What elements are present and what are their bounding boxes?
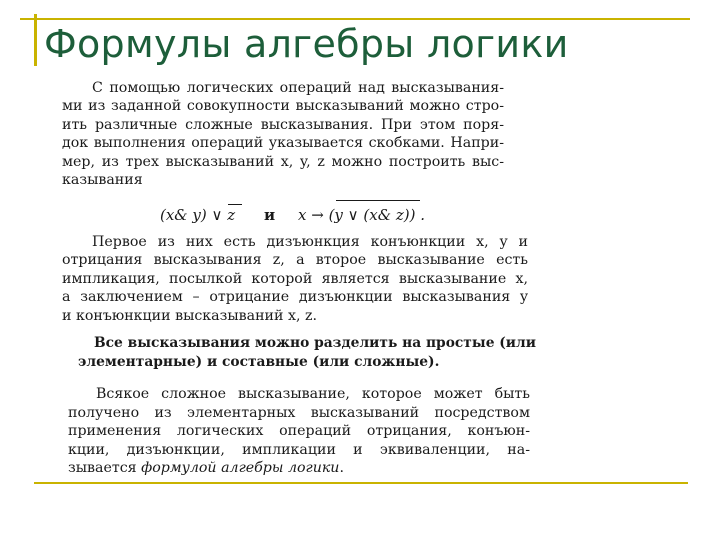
- text-line: ить различные сложные высказывания. При этом поря-: [62, 116, 504, 133]
- formula-conjunction: и: [264, 206, 276, 224]
- text-line: получено из элементарных высказываний посредством: [68, 404, 530, 421]
- text-line: импликация, посылкой которой является высказывание x,: [62, 270, 528, 287]
- definition-suffix: .: [339, 460, 344, 477]
- text-line: и конъюнкции высказываний x, z.: [62, 307, 317, 324]
- definition-prefix: зывается: [68, 460, 142, 477]
- left-accent-line: [34, 14, 37, 66]
- text-line: кции, дизъюнкции, импликации и эквиваленции, на-: [68, 441, 530, 458]
- negation-bar: [228, 204, 242, 205]
- bottom-accent-line: [34, 482, 688, 484]
- definition-paragraph: [68, 385, 530, 478]
- text-line: элементарные) и составные (или сложные).: [78, 354, 440, 370]
- text-line: С помощью логических операций над высказывания-: [92, 80, 504, 96]
- defined-term: формулой алгебры логики: [141, 460, 340, 477]
- explanation-paragraph: [62, 233, 528, 325]
- formula-example: [160, 204, 450, 234]
- text-line: Первое из них есть дизъюнкция конъюнкции x, y и: [92, 234, 528, 250]
- intro-paragraph: [62, 79, 504, 189]
- text-line: казывания: [62, 172, 143, 189]
- text-line: Все высказывания можно разделить на простые (или: [94, 335, 536, 351]
- text-line: мер, из трех высказываний x, y, z можно построить выс-: [62, 153, 504, 170]
- text-line: ми из заданной совокупности высказываний можно стро-: [62, 98, 504, 115]
- text-line: отрицания высказывания z, а второе высказывание есть: [62, 252, 528, 269]
- text-line: применения логических операций отрицания, конъюн-: [68, 423, 530, 440]
- text-line: [68, 459, 530, 478]
- formula-right: x → (y ∨ (x& z)) .: [298, 206, 425, 224]
- text-line: док выполнения операций указывается скобками. Напри-: [62, 135, 504, 152]
- slide-title: Формулы алгебры логики: [44, 22, 569, 66]
- top-accent-line: [20, 18, 690, 20]
- text-line: Всякое сложное высказывание, которое может быть: [96, 386, 530, 402]
- text-line: а заключением – отрицание дизъюнкции высказывания y: [62, 289, 528, 306]
- classification-paragraph: [78, 334, 536, 372]
- negation-bar: [336, 200, 420, 201]
- formula-left: (x& y) ∨ z: [160, 206, 236, 224]
